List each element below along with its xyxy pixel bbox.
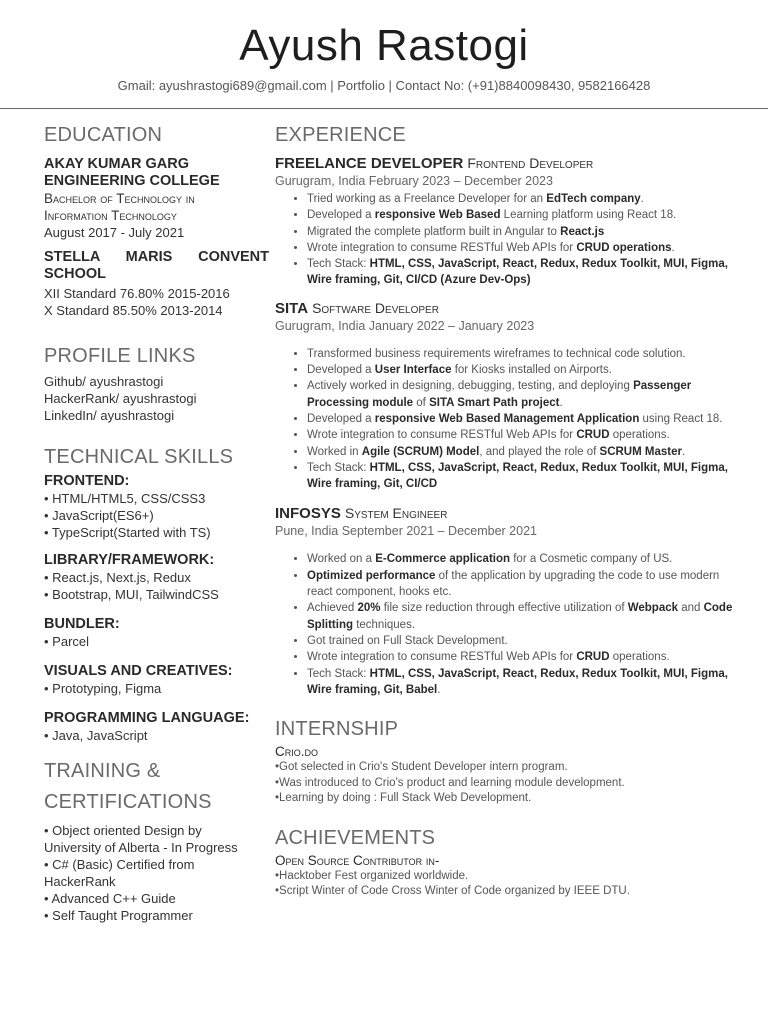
list-item: •Was introduced to Crio's product and learning module development.: [275, 776, 625, 789]
company-name: SITA: [275, 299, 309, 317]
right-column: [275, 120, 735, 900]
skill-item: • Java, JavaScript: [44, 728, 148, 743]
training-item: • Advanced C++ Guide: [44, 891, 176, 906]
job-role: Software Developer: [312, 299, 439, 316]
training-item: • Object oriented Design by: [44, 823, 202, 838]
list-item: •Script Winter of Code Cross Winter of Code organized by IEEE DTU.: [275, 885, 630, 898]
training-heading: [44, 756, 269, 818]
college-name-line2: ENGINEERING COLLEGE: [44, 173, 220, 189]
training-item: • Self Taught Programmer: [44, 908, 193, 923]
list-item: • Transformed business requirements wireframes to technical code solution.: [307, 346, 735, 362]
list-item: • Optimized performance of the application by upgrading the code to use modern react component, hooks etc.: [307, 568, 735, 601]
skill-item: • Bootstrap, MUI, TailwindCSS: [44, 587, 219, 602]
list-item: •Got selected in Crio's Student Developer intern program.: [275, 761, 568, 774]
school-name-line2: SCHOOL: [44, 266, 107, 282]
left-column: [44, 120, 269, 924]
header-divider: [0, 108, 768, 109]
school-name-line1: STELLA MARIS CONVENT: [44, 249, 269, 265]
internship-company: Crio.do: [275, 744, 319, 760]
skill-item: • Prototyping, Figma: [44, 681, 162, 696]
list-item: • Wrote integration to consume RESTful Web APIs for CRUD operations.: [307, 240, 735, 256]
candidate-name: Ayush Rastogi: [239, 21, 529, 70]
list-item: • Wrote integration to consume RESTful Web APIs for CRUD operations.: [307, 649, 735, 665]
technical-skills-heading: TECHNICAL SKILLS: [44, 446, 234, 468]
list-item: • Tech Stack: HTML, CSS, JavaScript, React, Redux, Redux Toolkit, MUI, Figma, Wire framing, Git, Babel.: [307, 666, 735, 699]
x-standard: X Standard 85.50% 2013-2014: [44, 303, 223, 318]
skill-item: • Parcel: [44, 634, 90, 649]
job-header: [275, 154, 735, 173]
bundler-heading: BUNDLER:: [44, 616, 120, 632]
school-name: [44, 249, 269, 283]
company-name: INFOSYS: [275, 505, 341, 523]
list-item: • Tech Stack: HTML, CSS, JavaScript, React, Redux, Redux Toolkit, MUI, Figma, Wire framing, Git, CI/CD (Azure Dev-Ops): [307, 256, 735, 289]
list-item: • Developed a responsive Web Based Management Application using React 18.: [307, 411, 735, 427]
list-item: • Worked on a E-Commerce application for a Cosmetic company of US.: [307, 551, 735, 567]
internship-heading: INTERNSHIP: [275, 718, 399, 741]
job-header: [275, 504, 735, 523]
job-sita: [275, 299, 735, 493]
experience-heading: EXPERIENCE: [275, 124, 406, 146]
degree-line1: Bachelor of Technology in: [44, 191, 195, 206]
xii-standard: XII Standard 76.80% 2015-2016: [44, 286, 230, 301]
job-freelance: [275, 154, 735, 289]
education-heading: EDUCATION: [44, 124, 163, 146]
frontend-heading: FRONTEND:: [44, 473, 130, 489]
job-bullets: [275, 346, 735, 493]
training-item: • C# (Basic) Certified from: [44, 857, 195, 872]
job-location-dates: Gurugram, India February 2023 – December 2023: [275, 174, 553, 188]
list-item: • Developed a User Interface for Kiosks installed on Airports.: [307, 362, 735, 378]
job-header: [275, 299, 735, 318]
achievements-subtitle: Open Source Contributor in-: [275, 852, 440, 868]
linkedin-link[interactable]: LinkedIn/ ayushrastogi: [44, 408, 175, 423]
list-item: • Migrated the complete platform built in Angular to React.js: [307, 224, 735, 240]
job-bullets: [275, 191, 735, 289]
visuals-heading: VISUALS AND CREATIVES:: [44, 663, 233, 679]
programming-heading: PROGRAMMING LANGUAGE:: [44, 710, 250, 726]
profile-links-heading: PROFILE LINKS: [44, 345, 196, 367]
training-item: University of Alberta - In Progress: [44, 840, 238, 855]
list-item: • Actively worked in designing, debugging, testing, and deploying Passenger Processing module of SITA Smart Path project.: [307, 378, 735, 411]
list-item: • Developed a responsive Web Based Learning platform using React 18.: [307, 207, 735, 223]
college-name-line1: AKAY KUMAR GARG: [44, 156, 190, 172]
achievements-heading: ACHIEVEMENTS: [275, 826, 436, 849]
degree-line2: Information Technology: [44, 208, 177, 223]
job-location-dates: Pune, India September 2021 – December 2021: [275, 524, 537, 539]
job-location-dates: Gurugram, India January 2022 – January 2023: [275, 318, 535, 333]
training-list: [44, 822, 269, 924]
list-item: • Tried working as a Freelance Developer for an EdTech company.: [307, 191, 735, 207]
job-role: System Engineer: [344, 505, 448, 522]
list-item: • Wrote integration to consume RESTful Web APIs for CRUD operations.: [307, 427, 735, 443]
skill-item: • JavaScript(ES6+): [44, 508, 154, 523]
job-bullets: [275, 551, 735, 698]
list-item: •Hacktober Fest organized worldwide.: [275, 869, 469, 882]
github-link[interactable]: Github/ ayushrastogi: [44, 374, 164, 389]
job-infosys: [275, 504, 735, 698]
skill-item: • TypeScript(Started with TS): [44, 525, 211, 540]
job-role: Frontend Developer: [467, 155, 594, 171]
college-name: [44, 156, 269, 190]
skill-item: • React.js, Next.js, Redux: [44, 570, 191, 585]
hackerrank-link[interactable]: HackerRank/ ayushrastogi: [44, 391, 197, 406]
college-dates: August 2017 - July 2021: [44, 225, 185, 240]
library-heading: LIBRARY/FRAMEWORK:: [44, 552, 215, 568]
skill-item: • HTML/HTML5, CSS/CSS3: [44, 491, 206, 506]
training-item: HackerRank: [44, 874, 116, 889]
training-heading-line2: CERTIFICATIONS: [44, 791, 212, 813]
company-name: FREELANCE DEVELOPER: [275, 155, 464, 172]
list-item: • Tech Stack: HTML, CSS, JavaScript, React, Redux, Redux Toolkit, MUI, Figma, Wire framing, Git, CI/CD: [307, 460, 735, 493]
list-item: • Achieved 20% file size reduction through effective utilization of Webpack and Code Splitting techniques.: [307, 600, 735, 633]
list-item: • Got trained on Full Stack Development.: [307, 633, 735, 649]
contact-line: Gmail: ayushrastogi689@gmail.com | Portfolio | Contact No: (+91)8840098430, 9582166428: [117, 78, 651, 93]
training-heading-line1: TRAINING &: [44, 760, 161, 782]
resume-header: [0, 0, 768, 93]
list-item: • Worked in Agile (SCRUM) Model, and played the role of SCRUM Master.: [307, 444, 735, 460]
list-item: •Learning by doing : Full Stack Web Development.: [275, 792, 532, 805]
